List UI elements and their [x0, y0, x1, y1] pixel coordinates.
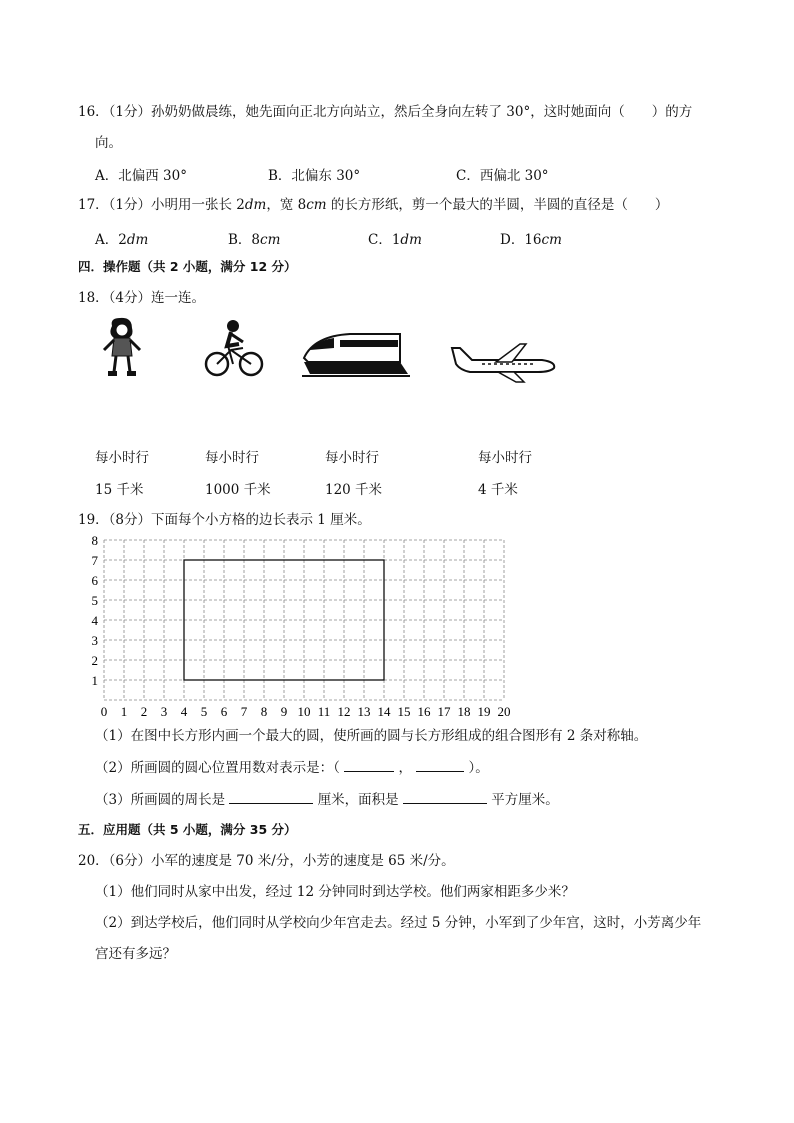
- q16-option-a[interactable]: A．北偏西 30°: [95, 168, 187, 184]
- q17-stem-mid: ，宽 8: [266, 197, 307, 213]
- x-tick-label: 7: [240, 704, 248, 719]
- area-blank[interactable]: [403, 790, 487, 804]
- q17-option-d[interactable]: [500, 228, 562, 248]
- high-speed-train-image[interactable]: [300, 328, 412, 380]
- q19-part2-comma: ，: [398, 760, 412, 776]
- y-tick-label: 3: [91, 633, 98, 648]
- q17-option-c[interactable]: [368, 228, 422, 248]
- x-tick-label: 6: [220, 704, 228, 719]
- q16-option-b[interactable]: B．北偏东 30°: [268, 168, 361, 184]
- q19-part3-mid: 厘米，面积是: [317, 792, 399, 808]
- speed-4-line1: 每小时行: [478, 450, 532, 466]
- section-4-heading: 四．操作题（共 2 小题，满分 12 分）: [78, 259, 297, 274]
- q17-option-a[interactable]: [95, 228, 148, 248]
- q19-part3-text: （3）所画圆的周长是: [95, 792, 226, 808]
- girl-walking-image[interactable]: [98, 316, 146, 378]
- x-tick-label: 12: [337, 704, 351, 719]
- y-tick-label: 7: [91, 553, 98, 568]
- x-tick-label: 16: [417, 704, 431, 719]
- q17-stem-post: 的长方形纸，剪一个最大的半圆，半圆的直径是（ ）: [326, 197, 669, 213]
- q17-option-b-unit: cm: [260, 232, 281, 248]
- speed-4-line2: 4 千米: [478, 482, 518, 498]
- cyclist-image[interactable]: [203, 318, 265, 380]
- q17-option-b-label: B．8: [228, 232, 261, 248]
- x-tick-label: 13: [357, 704, 371, 719]
- q19-part1: （1）在图中长方形内画一个最大的圆，使所画的圆与长方形组成的组合图形有 2 条对称轴。: [95, 728, 648, 744]
- speed-1-line2: 15 千米: [95, 482, 144, 498]
- q17-stem-pre: 17．（1分）小明用一张长 2: [78, 197, 245, 213]
- q17-option-b[interactable]: [228, 228, 280, 248]
- x-tick-label: 17: [437, 704, 451, 719]
- q19-title: 19．（8分）下面每个小方格的边长表示 1 厘米。: [78, 512, 371, 528]
- q17-option-d-label: D．16: [500, 232, 542, 248]
- x-tick-label: 4: [180, 704, 188, 719]
- y-tick-label: 1: [91, 673, 98, 688]
- q19-part3-end: 平方厘米。: [491, 792, 559, 808]
- q19-part2-text: （2）所画圆的圆心位置用数对表示是：（: [95, 760, 340, 776]
- x-tick-label: 9: [280, 704, 288, 719]
- q17-stem: [78, 196, 668, 214]
- x-tick-label: 3: [160, 704, 168, 719]
- q19-part2-close: ）。: [468, 760, 489, 776]
- q17-option-d-unit: cm: [541, 232, 562, 248]
- y-tick-label: 5: [91, 593, 98, 608]
- y-tick-label: 2: [91, 653, 98, 668]
- airplane-image[interactable]: [446, 340, 560, 384]
- speed-1-line1: 每小时行: [95, 450, 149, 466]
- q19-part2: [95, 758, 489, 777]
- x-tick-label: 0: [100, 704, 108, 719]
- q17-unit-dm: dm: [244, 197, 267, 213]
- square-grid[interactable]: [88, 530, 518, 722]
- section-5-heading: 五．应用题（共 5 小题，满分 35 分）: [78, 822, 297, 837]
- y-tick-label: 8: [91, 533, 98, 548]
- speed-3-line1: 每小时行: [325, 450, 379, 466]
- q16-stem-line2: 向。: [95, 135, 122, 151]
- q16-stem-line1: 16．（1分）孙奶奶做晨练，她先面向正北方向站立，然后全身向左转了 30°，这时她面向（ ）的方: [78, 104, 693, 120]
- x-tick-label: 8: [260, 704, 268, 719]
- x-tick-label: 19: [477, 704, 491, 719]
- y-tick-label: 6: [91, 573, 98, 588]
- q20-title: 20．（6分）小军的速度是 70 米/分，小芳的速度是 65 米/分。: [78, 853, 455, 869]
- q17-option-a-unit: dm: [126, 232, 149, 248]
- x-tick-label: 20: [497, 704, 511, 719]
- q20-part2-line1: （2）到达学校后，他们同时从学校向少年宫走去。经过 5 分钟，小军到了少年宫，这时，小芳离少年: [95, 915, 702, 931]
- q20-part1: （1）他们同时从家中出发，经过 12 分钟同时到达学校。他们两家相距多少米？: [95, 884, 575, 900]
- q17-option-c-label: C．1: [368, 232, 401, 248]
- q20-part2-line2: 宫还有多远？: [95, 946, 176, 962]
- x-tick-label: 5: [200, 704, 208, 719]
- x-tick-label: 2: [140, 704, 148, 719]
- x-tick-label: 18: [457, 704, 471, 719]
- x-tick-label: 10: [297, 704, 311, 719]
- x-tick-label: 11: [317, 704, 331, 719]
- q17-option-a-label: A．2: [95, 232, 127, 248]
- q19-part3: [95, 790, 559, 809]
- q17-unit-cm: cm: [306, 197, 327, 213]
- x-tick-label: 14: [377, 704, 391, 719]
- circumference-blank[interactable]: [229, 790, 313, 804]
- q16-option-c[interactable]: C．西偏北 30°: [456, 168, 549, 184]
- speed-2-line1: 每小时行: [205, 450, 259, 466]
- circle-center-x-blank[interactable]: [344, 758, 394, 772]
- circle-center-y-blank[interactable]: [416, 758, 464, 772]
- speed-3-line2: 120 千米: [325, 482, 383, 498]
- speed-2-line2: 1000 千米: [205, 482, 271, 498]
- y-tick-label: 4: [91, 613, 98, 628]
- x-tick-label: 15: [397, 704, 411, 719]
- q17-option-c-unit: dm: [400, 232, 422, 248]
- q18-title: 18．（4分）连一连。: [78, 290, 206, 306]
- x-tick-label: 1: [120, 704, 128, 719]
